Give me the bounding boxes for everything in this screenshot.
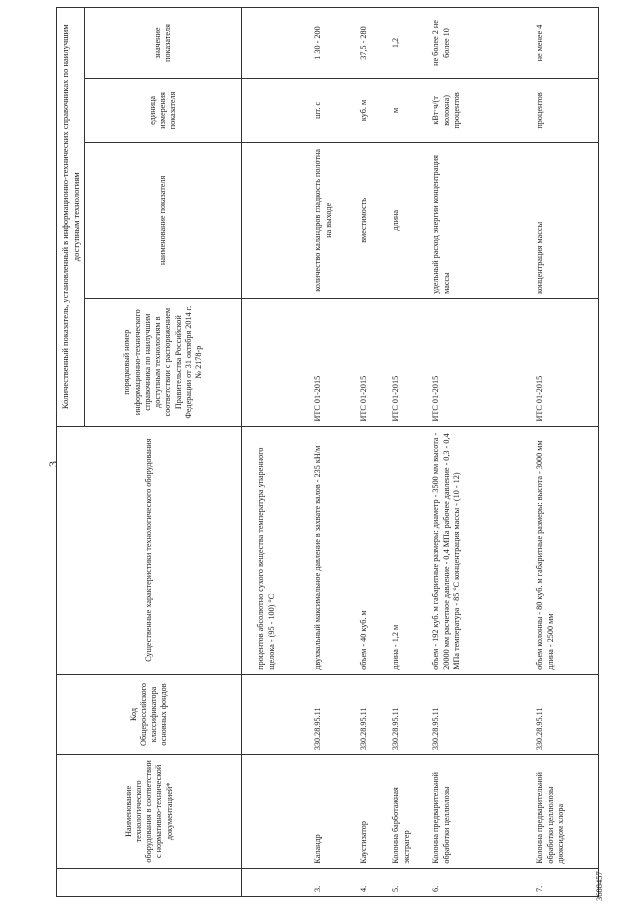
equipment-name: Колонна предварительной обработки целлюлозы	[428, 755, 532, 868]
equipment-name: Каустизатор	[356, 755, 388, 868]
equipment-name: Колонна предварительной обработки целлюлозы диоксидом хлора	[532, 755, 599, 868]
header-cell-quantitative-group: Количественный показатель, установленный в информационно-технических справочниках по наилучшим доступным технологиям	[57, 8, 85, 427]
indicator-unit: шт. с	[310, 79, 356, 143]
okof-code: 330.28.95.11	[310, 674, 356, 754]
okof-code: 330.28.95.11	[428, 674, 532, 754]
header-cell-unit: единица измерения показателя	[85, 79, 242, 143]
equipment-name: Колонна барботажная экстрагер	[388, 755, 428, 868]
row-number: 4.	[356, 868, 388, 896]
table-row	[532, 8, 599, 897]
indicator-name: длина	[388, 142, 428, 298]
characteristics-cell: двухвальный максимальное давление в захвате валов - 235 кН/м	[310, 426, 356, 674]
characteristics-cell: длина - 1,2 м	[388, 426, 428, 674]
okof-code: 330.28.95.11	[388, 674, 428, 754]
characteristics-cell: процентов абсолютно сухого вещества температура упаренного щелока - (95 - 100) °С	[242, 426, 311, 674]
document-id: 3688457	[594, 871, 604, 901]
its-number: ИТС 01-2015	[428, 298, 532, 426]
indicator-value: 1 30 - 200	[310, 8, 356, 79]
table-row	[310, 8, 356, 897]
indicator-value: 37,5 - 280	[356, 8, 388, 79]
header-cell-name: Наименование технологического оборудования в соответствии с нормативно-технической документацией*	[57, 755, 242, 868]
header-cell-indicator: наименование показателя	[85, 142, 242, 298]
header-cell-value: значение показателя	[85, 8, 242, 79]
row-number: 6.	[428, 868, 532, 896]
okof-code: 330.28.95.11	[532, 674, 599, 754]
characteristics-cell: объем колонны - 80 куб. м габаритные размеры: высота - 3000 мм длина - 2500 мм	[532, 426, 599, 674]
indicator-name: количество каландров гладкость полотна на выходе	[310, 142, 356, 298]
table-header-row	[57, 8, 85, 897]
indicator-unit: м	[388, 79, 428, 143]
equipment-table	[56, 7, 599, 897]
row-number: 5.	[388, 868, 428, 896]
its-number: ИТС 01-2015	[356, 298, 388, 426]
header-cell-number	[57, 868, 242, 896]
header-cell-code: Код Общероссийского классификатора основных фондов	[57, 674, 242, 754]
characteristics-cell: объем - 40 куб. м	[356, 426, 388, 674]
page-number: 3	[46, 461, 60, 467]
indicator-unit: кВт·ч/(т волокна) процентов	[428, 79, 532, 143]
its-number: ИТС 01-2015	[310, 298, 356, 426]
indicator-name: удельный расход энергии концентрация массы	[428, 142, 532, 298]
table-row	[428, 8, 532, 897]
indicator-value: не менее 4	[532, 8, 599, 79]
table-row-continuation	[242, 8, 311, 897]
row-number: 7.	[532, 868, 599, 896]
indicator-unit: куб. м	[356, 79, 388, 143]
table-row	[356, 8, 388, 897]
characteristics-cell: объем - 192 куб. м габаритные размеры: диаметр - 3500 мм высота - 20000 мм расчетное давление - 0,4 МПа рабочее давление - 0,3 - 0,4 МПа температура - 85 °С концентрация массы - (10 - 12)	[428, 426, 532, 674]
its-number: ИТС 01-2015	[388, 298, 428, 426]
table-row	[388, 8, 428, 897]
row-number: 3.	[310, 868, 356, 896]
header-cell-its-number: порядковый номер информационно-технического справочника по наилучшим доступным технологиям в соответствии с распоряжением Правительства Российской Федерации от 31 октября 2014 г. № 2178-р	[85, 298, 242, 426]
indicator-unit: процентов	[532, 79, 599, 143]
indicator-value: не более 2 не более 10	[428, 8, 532, 79]
indicator-name: вместимость	[356, 142, 388, 298]
indicator-value: 1,2	[388, 8, 428, 79]
indicator-name: концентрация массы	[532, 142, 599, 298]
header-cell-characteristics: Существенные характеристики технологического оборудования	[57, 426, 242, 674]
its-number: ИТС 01-2015	[532, 298, 599, 426]
equipment-name: Каландр	[310, 755, 356, 868]
okof-code: 330.28.95.11	[356, 674, 388, 754]
